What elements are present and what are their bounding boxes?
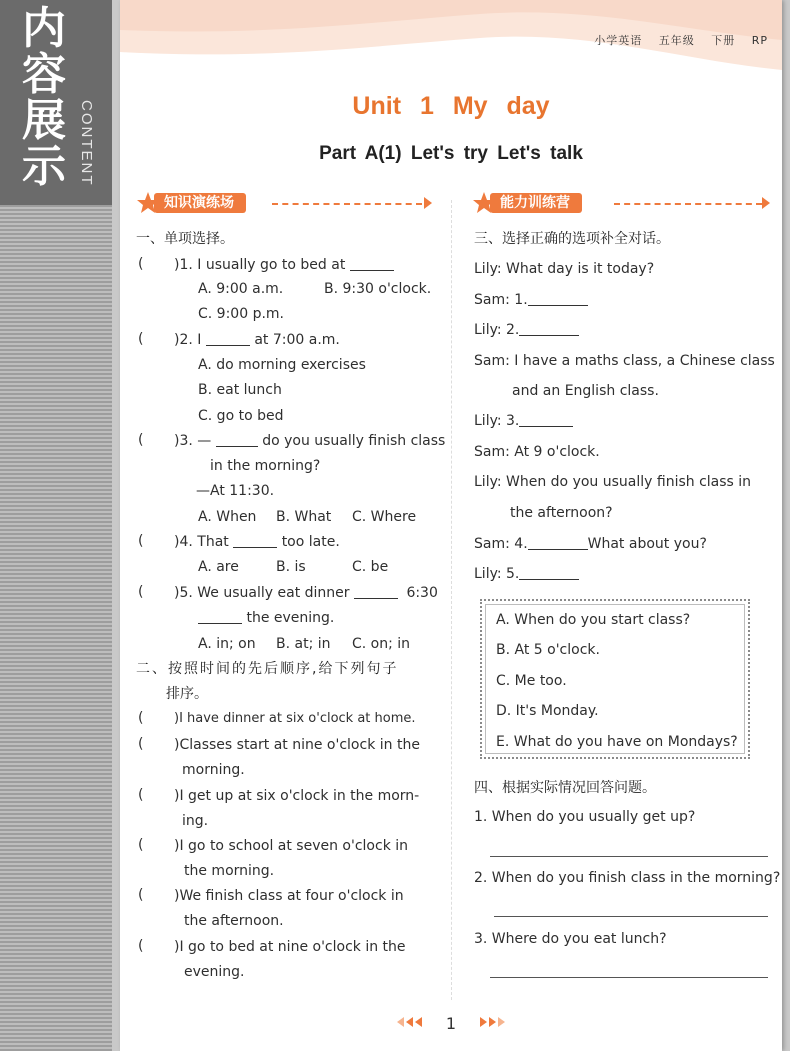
next-arrow-icon <box>489 1017 496 1027</box>
answer-line-2[interactable] <box>494 916 768 917</box>
content-char-4: 示 <box>22 141 66 192</box>
blank[interactable] <box>528 292 588 306</box>
dialogue-line-8: Sam: 4. What about you? <box>474 536 707 552</box>
option-b: B. At 5 o'clock. <box>496 642 600 658</box>
section-header-ability <box>472 190 772 218</box>
next-arrow-icon <box>498 1017 505 1027</box>
prev-arrow-icon <box>406 1017 413 1027</box>
answer-paren[interactable]: ( <box>138 533 144 549</box>
blank[interactable] <box>354 585 398 599</box>
answer-paren[interactable]: ( <box>138 256 144 272</box>
q3-line2: in the morning? <box>210 458 321 474</box>
blank[interactable] <box>198 610 242 624</box>
page-number: 1 <box>445 1014 457 1033</box>
part2-heading-cont: 排序。 <box>166 686 208 702</box>
option-d: D. It's Monday. <box>496 703 599 719</box>
order-item-3: )I get up at six o'clock in the morn- <box>174 788 420 804</box>
worksheet-page <box>120 0 782 1051</box>
blank[interactable] <box>216 433 258 447</box>
q3-option-a: A. When <box>198 509 257 525</box>
content-tab <box>0 0 112 205</box>
order-item-5: )We finish class at four o'clock in <box>174 888 404 904</box>
dashed-line <box>614 203 762 205</box>
section-label: 知识演练场 <box>154 193 246 213</box>
content-char-3: 展 <box>22 95 66 146</box>
q5-line2: the evening. <box>198 609 334 627</box>
left-column <box>136 190 432 218</box>
q4-option-a: A. are <box>198 559 239 575</box>
option-a: A. When do you start class? <box>496 612 691 628</box>
q5-option-c: C. on; in <box>352 636 411 652</box>
prev-arrow-icon <box>397 1017 404 1027</box>
dialogue-line-9: Lily: 5. <box>474 565 579 583</box>
prev-arrow-icon <box>415 1017 422 1027</box>
option-e: E. What do you have on Mondays? <box>496 734 738 750</box>
dialogue-line-2: Sam: 1. <box>474 291 588 309</box>
blank[interactable] <box>206 332 250 346</box>
book-volume: 下册 <box>711 34 736 47</box>
part4-heading: 四、根据实际情况回答问题。 <box>474 780 656 796</box>
arrow-icon <box>424 197 432 209</box>
dashed-line <box>272 203 422 205</box>
book-info <box>582 32 768 48</box>
blank[interactable] <box>528 536 588 550</box>
unit-title: Unit 1 My day <box>352 92 550 120</box>
content-char-2: 容 <box>22 49 66 100</box>
column-divider <box>451 200 452 1000</box>
left-side-strip <box>0 0 112 1051</box>
answer-paren[interactable]: ( <box>138 710 144 726</box>
part-subtitle: Part A(1) Let's try Let's talk <box>319 143 583 164</box>
blank[interactable] <box>233 534 277 548</box>
answer-paren[interactable]: ( <box>138 584 144 600</box>
order-item-6: )I go to bed at nine o'clock in the <box>174 939 406 955</box>
section-label: 能力训练营 <box>490 193 582 213</box>
q1-option-c: C. 9:00 p.m. <box>198 306 284 322</box>
order-item-6-cont: evening. <box>184 964 245 980</box>
order-item-3-cont: ing. <box>182 813 209 829</box>
question-5: )5. We usually eat dinner 6:30 <box>174 585 438 601</box>
dialogue-line-6: Sam: At 9 o'clock. <box>474 444 600 460</box>
question-q2: 2. When do you finish class in the morning? <box>474 870 781 886</box>
right-column <box>472 190 772 218</box>
answer-paren[interactable]: ( <box>138 331 144 347</box>
dialogue-line-4: Sam: I have a maths class, a Chinese class <box>474 353 775 369</box>
order-item-5-cont: the afternoon. <box>184 913 284 929</box>
question-2: )2. I at 7:00 a.m. <box>174 332 340 348</box>
blank[interactable] <box>519 566 579 580</box>
question-q1: 1. When do you usually get up? <box>474 809 696 825</box>
blank[interactable] <box>519 322 579 336</box>
content-char-1: 内 <box>22 3 66 54</box>
question-q3: 3. Where do you eat lunch? <box>474 931 667 947</box>
q3-option-b: B. What <box>276 509 332 525</box>
dialogue-line-5: Lily: 3. <box>474 412 573 430</box>
order-item-2: )Classes start at nine o'clock in the <box>174 737 420 753</box>
order-item-1: )I have dinner at six o'clock at home. <box>174 711 416 726</box>
question-1: )1. I usually go to bed at <box>174 256 394 274</box>
blank[interactable] <box>350 257 394 271</box>
book-edition: RP <box>751 34 768 47</box>
q3-reply: —At 11:30. <box>196 483 275 499</box>
answer-paren[interactable]: ( <box>138 837 144 853</box>
q4-option-b: B. is <box>276 559 306 575</box>
answer-paren[interactable]: ( <box>138 787 144 803</box>
answer-paren[interactable]: ( <box>138 736 144 752</box>
dialogue-line-7-cont: the afternoon? <box>510 505 613 521</box>
dialogue-line-1: Lily: What day is it today? <box>474 261 655 277</box>
q5-option-b: B. at; in <box>276 636 331 652</box>
q2-option-b: B. eat lunch <box>198 382 282 398</box>
next-arrow-icon <box>480 1017 487 1027</box>
part1-heading: 一、单项选择。 <box>136 231 234 247</box>
q2-option-a: A. do morning exercises <box>198 357 366 373</box>
part3-heading: 三、选择正确的选项补全对话。 <box>474 231 670 247</box>
dialogue-line-4-cont: and an English class. <box>512 383 659 399</box>
section-header-knowledge <box>136 190 432 218</box>
q2-option-c: C. go to bed <box>198 408 284 424</box>
answer-paren[interactable]: ( <box>138 938 144 954</box>
answer-paren[interactable]: ( <box>138 887 144 903</box>
book-grade: 五年级 <box>658 34 695 47</box>
q3-option-c: C. Where <box>352 509 417 525</box>
question-3: )3. — do you usually finish class <box>174 433 446 449</box>
part2-heading: 二、按照时间的先后顺序,给下列句子 <box>136 661 399 677</box>
answer-paren[interactable]: ( <box>138 432 144 448</box>
q4-option-c: C. be <box>352 559 389 575</box>
content-tab-english: CONTENT <box>78 100 95 187</box>
answer-line-1[interactable] <box>490 856 768 857</box>
dialogue-line-7: Lily: When do you usually finish class in <box>474 474 752 490</box>
blank[interactable] <box>519 413 573 427</box>
answer-line-3[interactable] <box>490 977 768 978</box>
content-tab-chinese <box>14 3 74 192</box>
page-footer <box>120 1014 782 1033</box>
q1-option-b: B. 9:30 o'clock. <box>324 281 432 297</box>
arrow-icon <box>762 197 770 209</box>
dialogue-line-3: Lily: 2. <box>474 321 579 339</box>
order-item-2-cont: morning. <box>182 762 245 778</box>
question-4: )4. That too late. <box>174 534 340 550</box>
q5-option-a: A. in; on <box>198 636 256 652</box>
book-subject: 小学英语 <box>594 34 643 47</box>
q1-option-a: A. 9:00 a.m. <box>198 281 284 297</box>
order-item-4: )I go to school at seven o'clock in <box>174 838 409 854</box>
order-item-4-cont: the morning. <box>184 863 275 879</box>
option-c: C. Me too. <box>496 673 567 689</box>
